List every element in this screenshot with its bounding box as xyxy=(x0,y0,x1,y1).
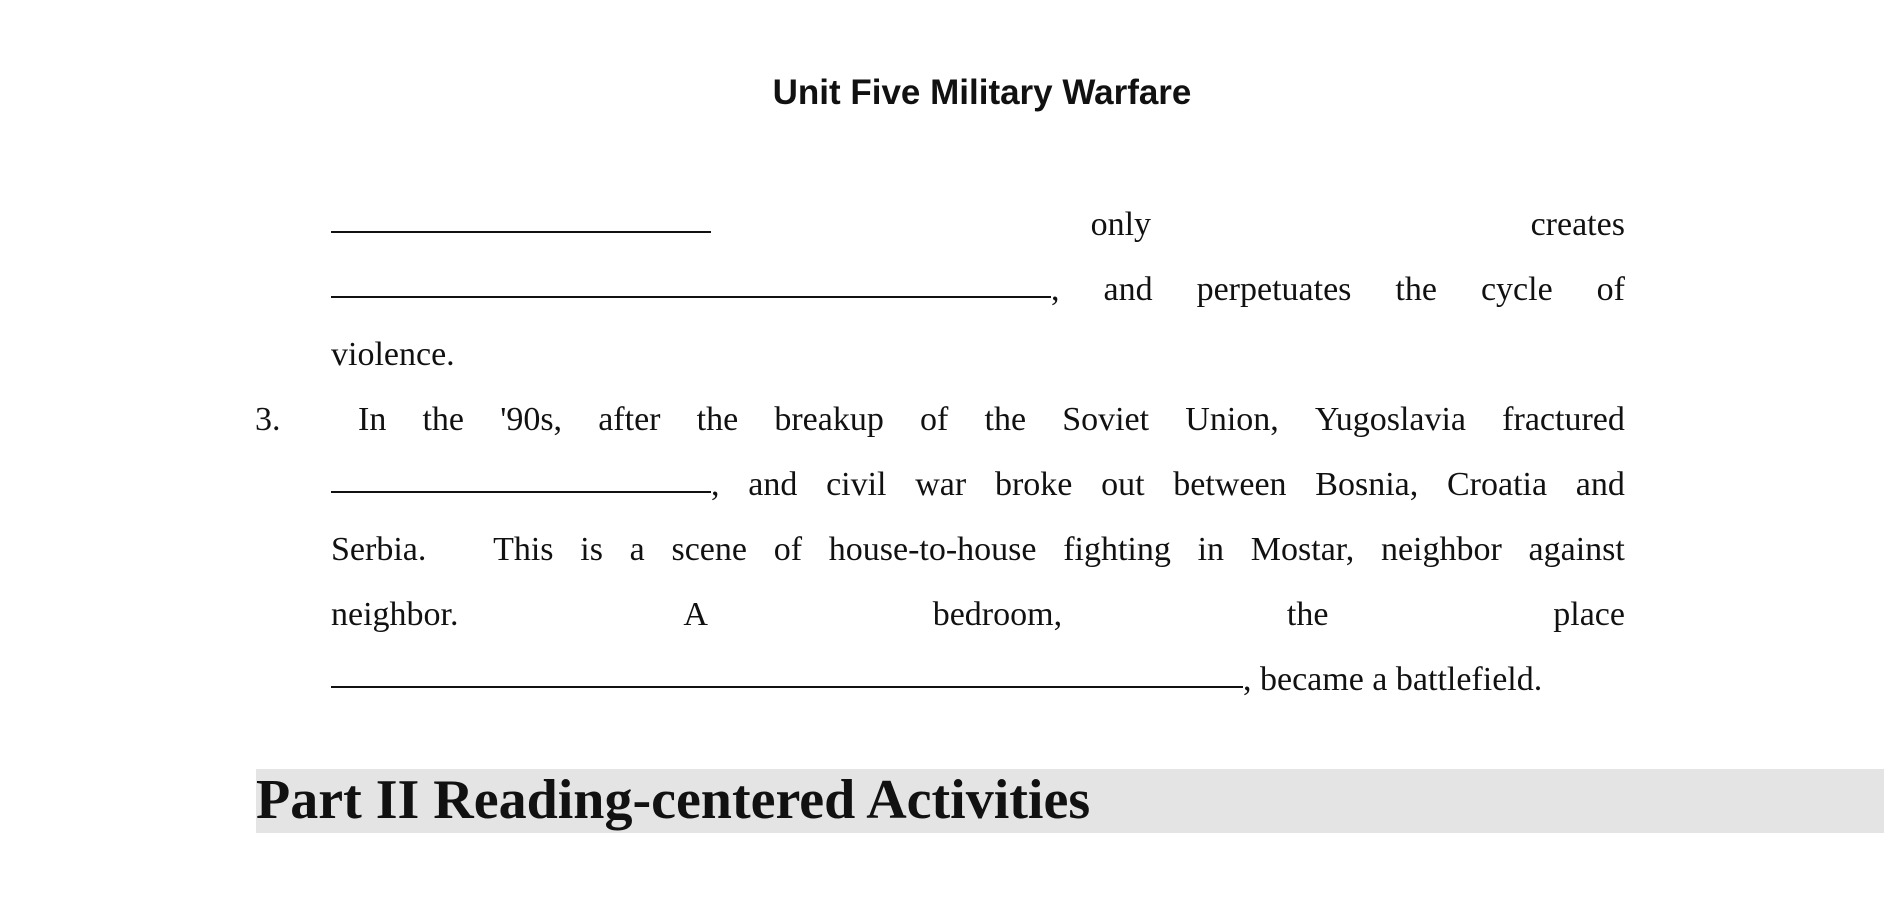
text-line xyxy=(331,257,1625,322)
word: perpetuates xyxy=(1196,271,1352,308)
word: , xyxy=(1051,271,1060,308)
word: the xyxy=(422,401,465,438)
word: after xyxy=(598,401,661,438)
fill-in-blank[interactable] xyxy=(331,195,711,233)
word: out xyxy=(1101,466,1145,503)
text-line xyxy=(331,192,1625,257)
word: broke xyxy=(994,466,1073,503)
word: Serbia. xyxy=(331,531,427,568)
word: is xyxy=(580,531,603,568)
word: neighbor. xyxy=(331,596,459,633)
text-line xyxy=(331,517,1625,582)
text-line xyxy=(331,452,1625,517)
word: only xyxy=(1090,206,1152,243)
word: civil xyxy=(826,466,887,503)
word: place xyxy=(1553,596,1625,633)
word: and xyxy=(1103,271,1153,308)
word: This xyxy=(493,531,554,568)
text-line xyxy=(358,387,1625,452)
word: '90s, xyxy=(500,401,563,438)
word: the xyxy=(696,401,739,438)
word: the xyxy=(984,401,1027,438)
fill-in-blank[interactable] xyxy=(331,260,1051,298)
list-number: 3. xyxy=(255,401,281,438)
word: and xyxy=(1575,466,1625,503)
word: cycle xyxy=(1480,271,1553,308)
fill-in-blank[interactable] xyxy=(331,455,711,493)
word: Mostar, xyxy=(1250,531,1355,568)
word: Union, xyxy=(1185,401,1279,438)
word: between xyxy=(1173,466,1287,503)
word: creates xyxy=(1530,206,1625,243)
word: In xyxy=(358,401,387,438)
word: and xyxy=(748,466,798,503)
word: of xyxy=(1596,271,1625,308)
section-heading: Part II Reading-centered Activities xyxy=(256,769,1091,831)
page-header: Unit Five Military Warfare xyxy=(772,73,1192,112)
word: fractured xyxy=(1502,401,1625,438)
word: the xyxy=(1286,596,1329,633)
word: bedroom, xyxy=(932,596,1063,633)
word: Yugoslavia xyxy=(1314,401,1467,438)
fill-in-blank[interactable] xyxy=(331,650,1243,688)
text-line xyxy=(331,582,1625,647)
word: of xyxy=(920,401,949,438)
text-line xyxy=(331,647,1625,712)
word: war xyxy=(915,466,967,503)
word: , xyxy=(711,466,720,503)
word: breakup xyxy=(774,401,884,438)
word: scene xyxy=(671,531,747,568)
word: violence. xyxy=(331,336,455,373)
word: fighting xyxy=(1063,531,1171,568)
word: house-to-house xyxy=(828,531,1037,568)
word: against xyxy=(1528,531,1625,568)
word: Bosnia, xyxy=(1315,466,1419,503)
word: the xyxy=(1395,271,1437,308)
word: neighbor xyxy=(1380,531,1502,568)
word: Soviet xyxy=(1062,401,1150,438)
text-line xyxy=(331,322,1625,387)
word: of xyxy=(773,531,803,568)
word: Croatia xyxy=(1446,466,1548,503)
word: , became a battlefield. xyxy=(1243,661,1543,698)
word: a xyxy=(629,531,645,568)
word: A xyxy=(683,596,708,633)
word: in xyxy=(1197,531,1225,568)
